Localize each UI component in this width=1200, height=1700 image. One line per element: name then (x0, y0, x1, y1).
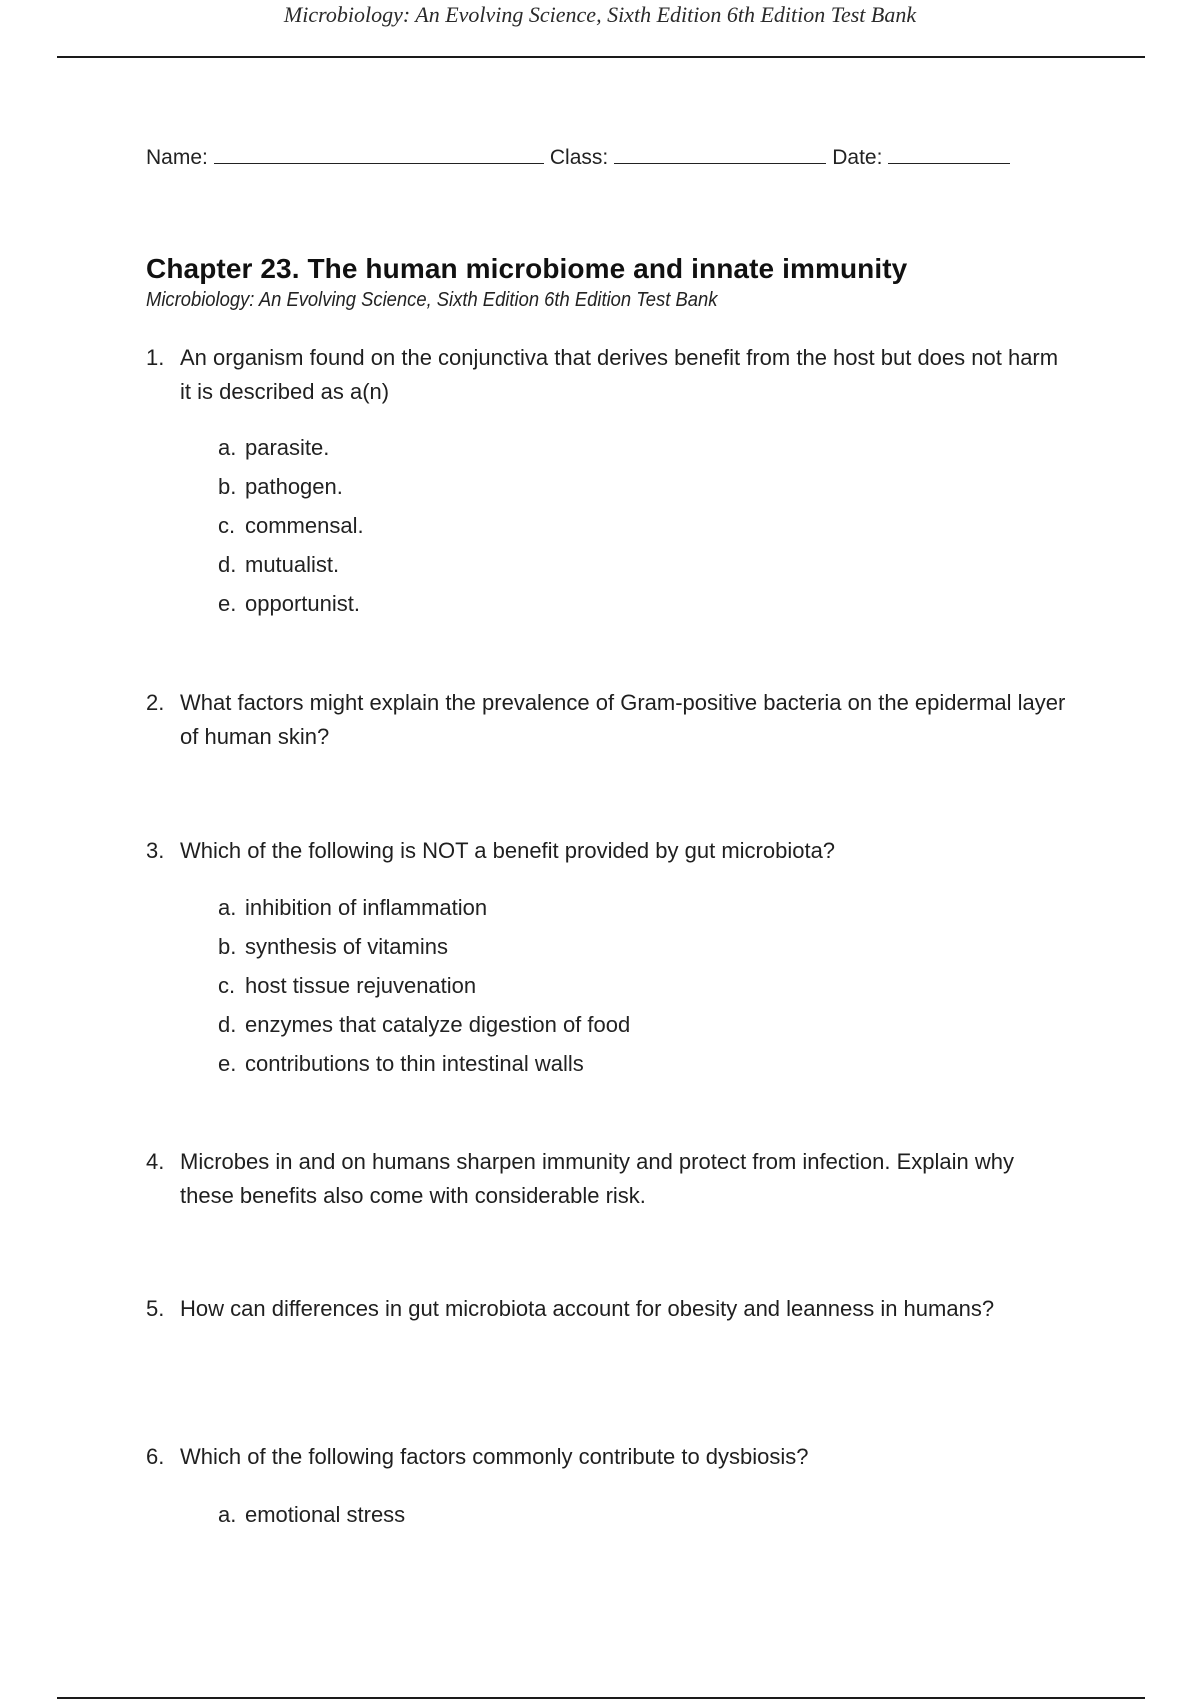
name-label: Name: (146, 146, 208, 169)
question-text: Which of the following is NOT a benefit provided by gut microbiota? (180, 838, 836, 863)
running-header: Microbiology: An Evolving Science, Sixth Edition 6th Edition Test Bank (283, 2, 917, 27)
option-text: synthesis of vitamins (245, 934, 448, 959)
question-text: An organism found on the conjunctiva that derives benefit from the host but does not harm it is described as a(n) (180, 345, 1059, 404)
option-text: emotional stress (245, 1502, 406, 1527)
option-item (218, 584, 364, 623)
option-text: commensal. (245, 513, 364, 538)
option-text: inhibition of inflammation (245, 895, 488, 920)
question-4 (146, 1145, 1066, 1213)
option-item (218, 1005, 630, 1044)
question-number: 4. (146, 1149, 165, 1174)
option-text: enzymes that catalyze digestion of food (245, 1012, 631, 1037)
question-1 (146, 341, 1066, 409)
option-text: contributions to thin intestinal walls (245, 1051, 584, 1076)
option-item (218, 1044, 630, 1083)
footer-rule (57, 1697, 1145, 1699)
option-letter: a. (218, 435, 237, 460)
class-blank[interactable] (614, 145, 826, 164)
question-number: 5. (146, 1296, 165, 1321)
option-item (218, 506, 364, 545)
question-number: 3. (146, 838, 165, 863)
option-text: opportunist. (245, 591, 360, 616)
chapter-title: Chapter 23. The human microbiome and innate immunity (146, 253, 908, 284)
question-5 (146, 1292, 1066, 1326)
option-item (218, 428, 364, 467)
option-item (218, 545, 364, 584)
option-letter: b. (218, 934, 237, 959)
option-letter: b. (218, 474, 237, 499)
question-number: 1. (146, 345, 165, 370)
option-item (218, 888, 630, 927)
option-item (218, 927, 630, 966)
question-text: Which of the following factors commonly contribute to dysbiosis? (180, 1444, 809, 1469)
option-item (218, 467, 364, 506)
option-letter: c. (218, 973, 236, 998)
question-2 (146, 686, 1066, 754)
chapter-subtitle: Microbiology: An Evolving Science, Sixth Edition 6th Edition Test Bank (146, 289, 718, 311)
student-info-fields (146, 145, 1010, 170)
option-letter: a. (218, 1502, 237, 1527)
name-blank[interactable] (214, 145, 544, 164)
option-letter: c. (218, 513, 236, 538)
question-number: 6. (146, 1444, 165, 1469)
option-letter: d. (218, 1012, 237, 1037)
question-6 (146, 1440, 1066, 1474)
option-item (218, 966, 630, 1005)
question-3 (146, 834, 1066, 868)
option-text: mutualist. (245, 552, 340, 577)
question-text: What factors might explain the prevalence of Gram-positive bacteria on the epidermal layer of human skin? (180, 690, 1066, 749)
header-rule (57, 56, 1145, 58)
option-text: parasite. (245, 435, 330, 460)
question-1-options (218, 428, 364, 623)
question-3-options (218, 888, 630, 1083)
question-text: Microbes in and on humans sharpen immunity and protect from infection. Explain why these benefits also come with considerable risk. (180, 1149, 1014, 1208)
option-text: pathogen. (245, 474, 343, 499)
option-item (218, 1495, 405, 1534)
date-label: Date: (832, 146, 883, 169)
option-letter: e. (218, 591, 237, 616)
date-blank[interactable] (888, 145, 1010, 164)
class-label: Class: (549, 146, 609, 169)
question-number: 2. (146, 690, 165, 715)
option-letter: e. (218, 1051, 237, 1076)
option-letter: d. (218, 552, 237, 577)
question-text: How can differences in gut microbiota account for obesity and leanness in humans? (180, 1296, 995, 1321)
option-text: host tissue rejuvenation (245, 973, 477, 998)
option-letter: a. (218, 895, 237, 920)
question-6-options (218, 1495, 405, 1534)
